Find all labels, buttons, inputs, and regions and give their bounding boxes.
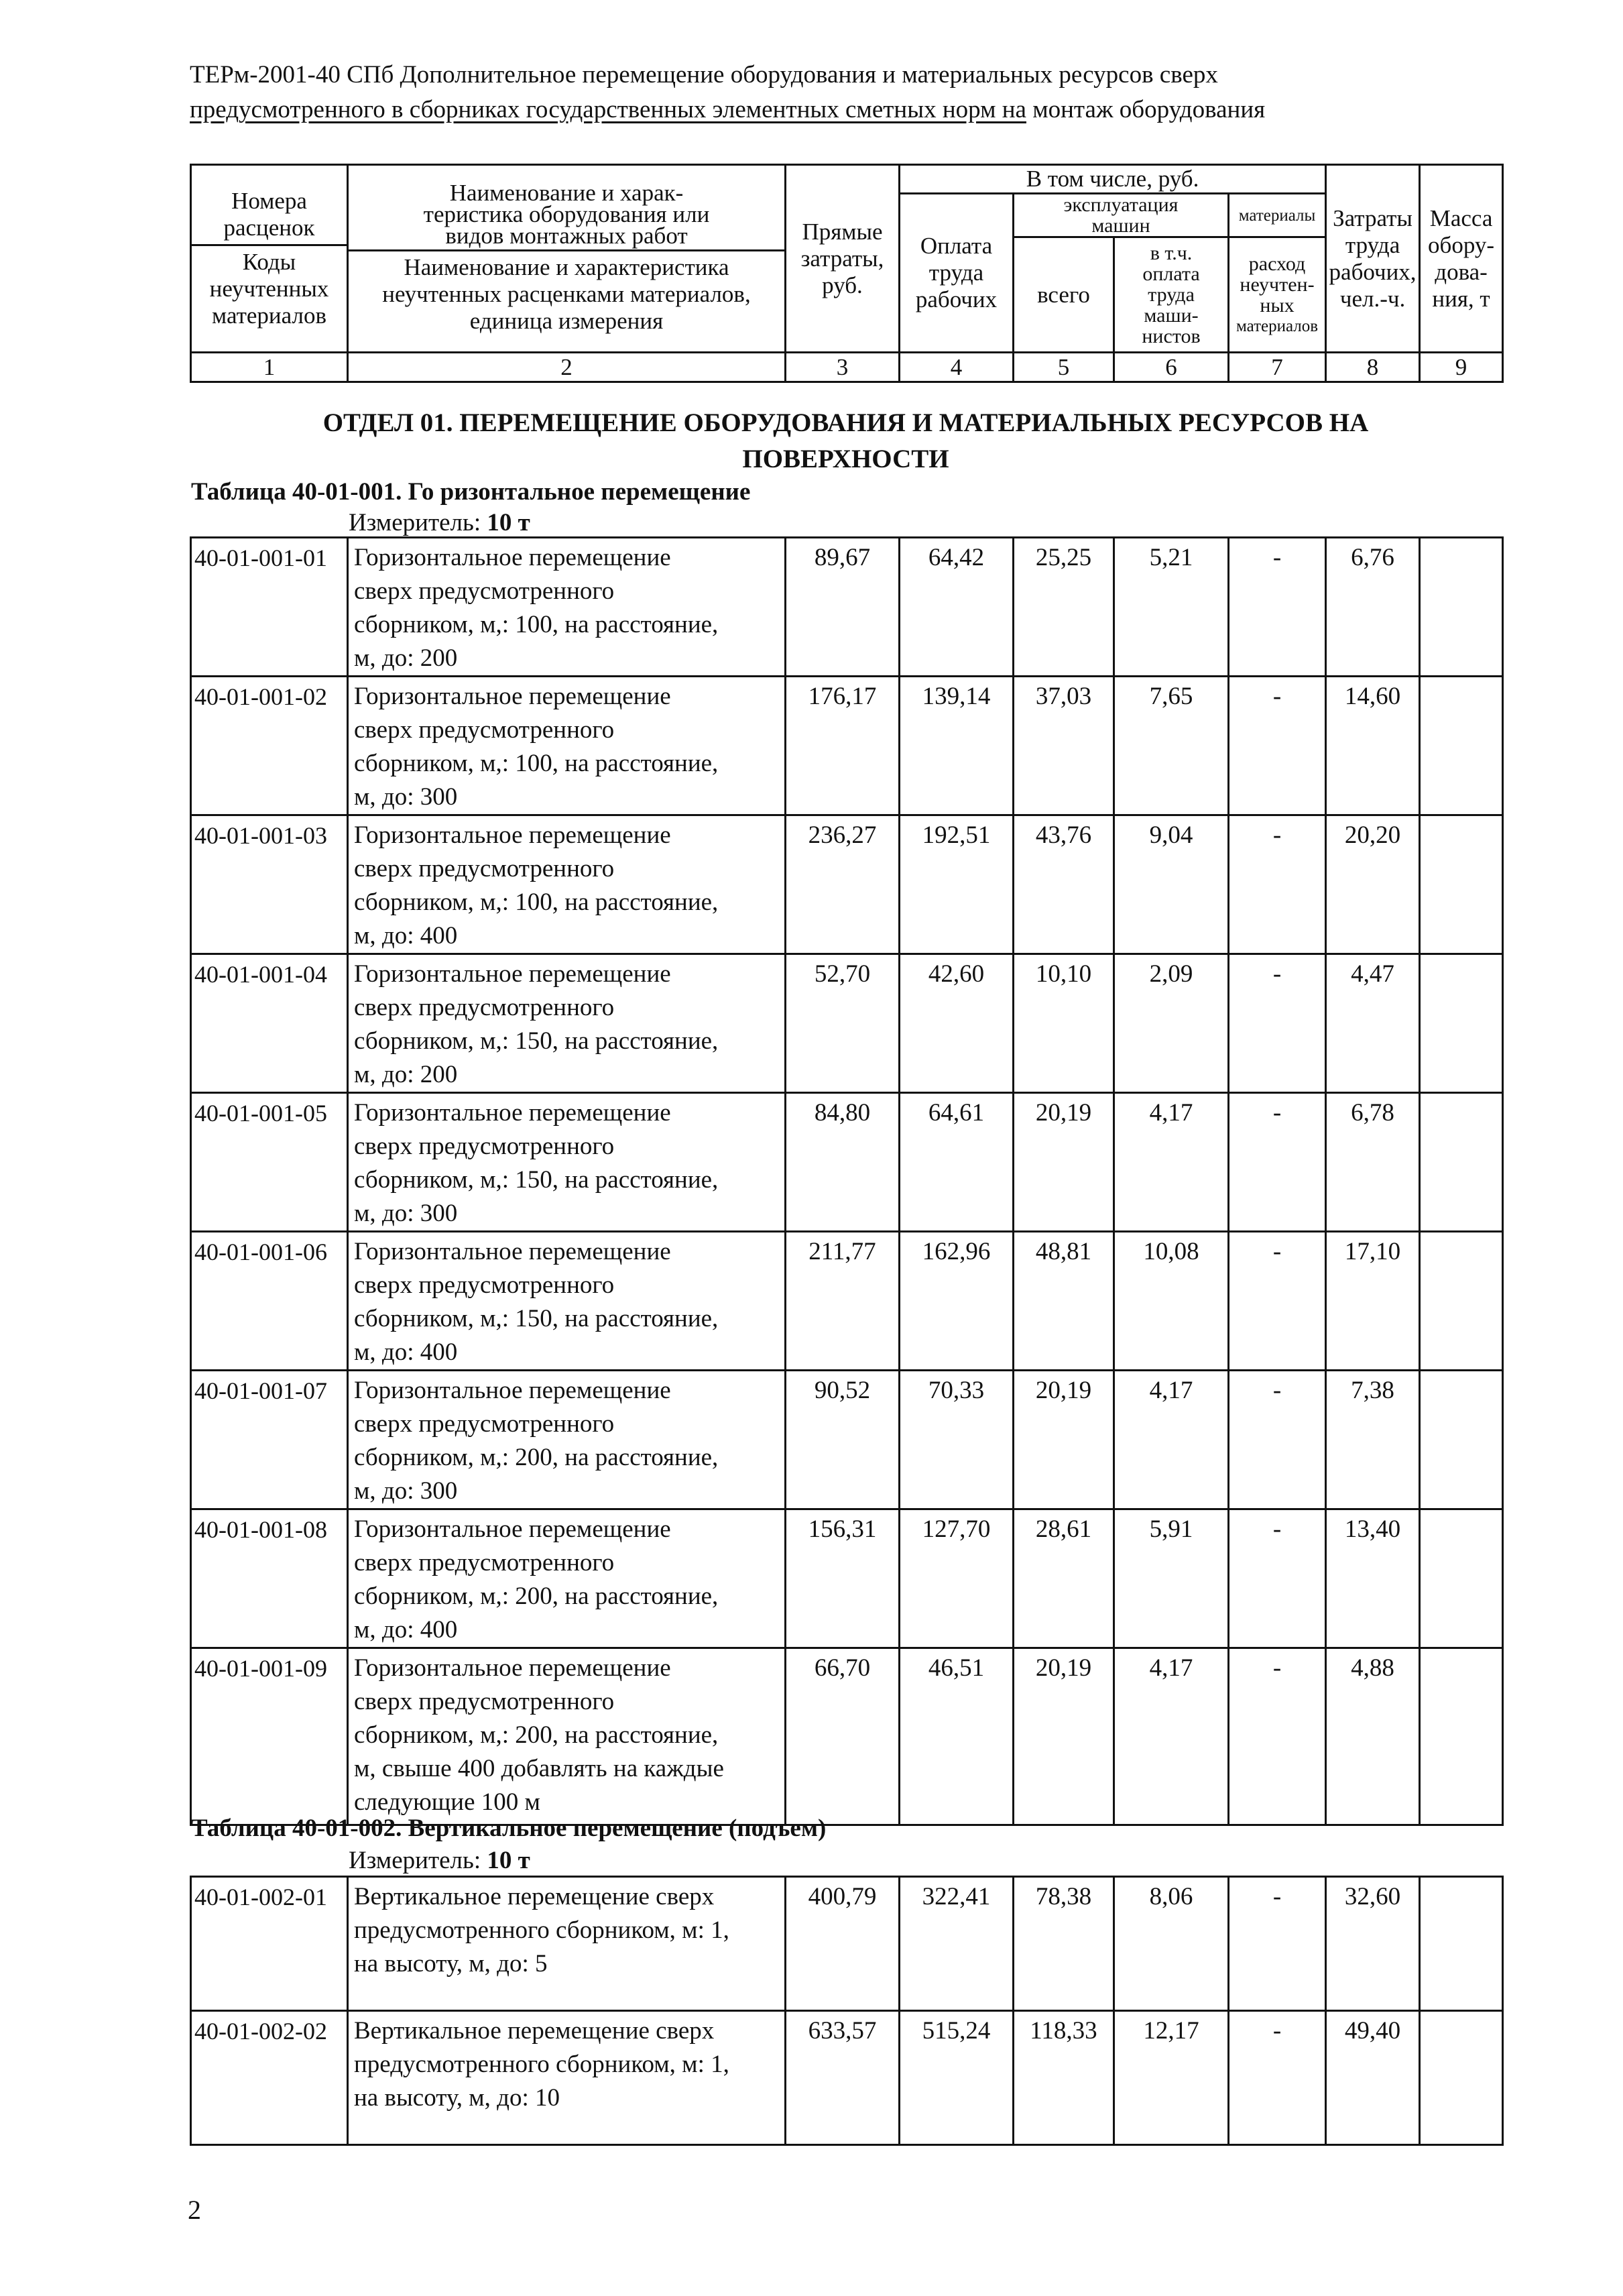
description-line: сборником, м,: 200, на расстояние,	[354, 1583, 719, 1610]
running-header-line2-rest: монтаж оборудования	[1026, 96, 1266, 123]
rate-code: 40-01-001-07	[191, 1371, 348, 1509]
equipment-mass	[1420, 1371, 1503, 1509]
description-line: м, до: 300	[354, 1477, 458, 1505]
rate-code: 40-01-002-02	[191, 2011, 348, 2145]
machines-total: 37,03	[1014, 677, 1114, 815]
direct-costs: 52,70	[786, 954, 900, 1093]
column-number-row	[191, 353, 1503, 382]
machinist-wages: 9,04	[1114, 815, 1229, 954]
equipment-mass	[1420, 815, 1503, 954]
worker-wages: 322,41	[900, 1877, 1014, 2011]
description-line: м, до: 300	[354, 1200, 458, 1227]
column-number: 1	[191, 353, 348, 382]
rate-code: 40-01-001-01	[191, 538, 348, 677]
description-line: м, до: 400	[354, 1338, 458, 1366]
machines-total: 118,33	[1014, 2011, 1114, 2145]
labor-hours: 6,76	[1326, 538, 1420, 677]
unaccounted-materials: -	[1229, 954, 1326, 1093]
description-line: сверх предусмотренного	[354, 716, 615, 744]
table-row	[191, 1877, 1503, 2011]
machines-total: 43,76	[1014, 815, 1114, 954]
column-number: 7	[1229, 353, 1326, 382]
rate-code: 40-01-001-09	[191, 1648, 348, 1825]
section-title: ОТДЕЛ 01. ПЕРЕМЕЩЕНИЕ ОБОРУДОВАНИЯ И МАТЕРИАЛЬНЫХ РЕСУРСОВ НА ПОВЕРХНОСТИ	[322, 408, 1369, 473]
description-line: сверх предусмотренного	[354, 1133, 615, 1160]
rate-code: 40-01-001-05	[191, 1093, 348, 1232]
machinist-wages: 10,08	[1114, 1232, 1229, 1371]
description-line: м, до: 200	[354, 1061, 458, 1088]
machines-total: 48,81	[1014, 1232, 1114, 1371]
machines-total: 20,19	[1014, 1093, 1114, 1232]
rate-code: 40-01-001-06	[191, 1232, 348, 1371]
work-description	[348, 538, 786, 677]
description-line: Вертикальное перемещение сверх	[354, 2017, 715, 2045]
machinist-wages: 7,65	[1114, 677, 1229, 815]
machinist-wages: 2,09	[1114, 954, 1229, 1093]
header-name-cell: Наименование и харак- теристика оборудования или видов монтажных работ Наименование и характеристика неучтенных расценками материалов, единица измерения	[348, 165, 786, 353]
description-line: сверх предусмотренного	[354, 855, 615, 882]
header-in-total: В том числе, руб.	[900, 165, 1326, 194]
direct-costs: 89,67	[786, 538, 900, 677]
unaccounted-materials: -	[1229, 1232, 1326, 1371]
work-description	[348, 2011, 786, 2145]
table1-unit: Измеритель: 10 т	[349, 509, 530, 536]
worker-wages: 127,70	[900, 1509, 1014, 1648]
direct-costs: 633,57	[786, 2011, 900, 2145]
direct-costs: 84,80	[786, 1093, 900, 1232]
description-line: сверх предусмотренного	[354, 1271, 615, 1299]
description-line: на высоту, м, до: 10	[354, 2084, 560, 2112]
description-line: на высоту, м, до: 5	[354, 1950, 548, 1977]
description-line: сборником, м,: 150, на расстояние,	[354, 1305, 719, 1332]
column-number: 9	[1420, 353, 1503, 382]
header-equipment-mass: Масса обору- дова- ния, т	[1420, 165, 1503, 353]
description-line: м, до: 400	[354, 922, 458, 950]
description-line: Горизонтальное перемещение	[354, 1515, 671, 1543]
equipment-mass	[1420, 677, 1503, 815]
table-row	[191, 1093, 1503, 1232]
description-line: м, свыше 400 добавлять на каждые	[354, 1755, 724, 1782]
column-number: 2	[348, 353, 786, 382]
labor-hours: 32,60	[1326, 1877, 1420, 2011]
table-row	[191, 538, 1503, 677]
unaccounted-materials: -	[1229, 815, 1326, 954]
unaccounted-materials: -	[1229, 538, 1326, 677]
rate-code: 40-01-001-03	[191, 815, 348, 954]
equipment-mass	[1420, 1509, 1503, 1648]
description-line: сверх предусмотренного	[354, 994, 615, 1021]
worker-wages: 192,51	[900, 815, 1014, 954]
header-materials: материалы	[1229, 194, 1326, 237]
description-line: Горизонтальное перемещение	[354, 821, 671, 849]
direct-costs: 156,31	[786, 1509, 900, 1648]
direct-costs: 211,77	[786, 1232, 900, 1371]
description-line: Горизонтальное перемещение	[354, 683, 671, 710]
description-line: предусмотренного сборником, м: 1,	[354, 1916, 729, 1944]
worker-wages: 64,61	[900, 1093, 1014, 1232]
description-line: сборником, м,: 200, на расстояние,	[354, 1721, 719, 1749]
table1-title: Таблица 40-01-001. Го ризонтальное перемещение	[191, 478, 751, 506]
running-header	[190, 58, 1417, 127]
table2-title: Таблица 40-01-002. Вертикальное перемещение (подъем)	[191, 1815, 827, 1842]
work-description	[348, 1509, 786, 1648]
unaccounted-materials: -	[1229, 1648, 1326, 1825]
labor-hours: 49,40	[1326, 2011, 1420, 2145]
description-line: Горизонтальное перемещение	[354, 544, 671, 571]
description-line: Горизонтальное перемещение	[354, 1377, 671, 1404]
labor-hours: 13,40	[1326, 1509, 1420, 1648]
rate-code: 40-01-001-08	[191, 1509, 348, 1648]
unaccounted-materials: -	[1229, 1877, 1326, 2011]
labor-hours: 6,78	[1326, 1093, 1420, 1232]
worker-wages: 515,24	[900, 2011, 1014, 2145]
running-header-line2	[190, 93, 1417, 127]
column-number: 5	[1014, 353, 1114, 382]
description-line: Вертикальное перемещение сверх	[354, 1883, 715, 1910]
description-line: сборником, м,: 100, на расстояние,	[354, 750, 719, 777]
description-line: м, до: 300	[354, 783, 458, 811]
worker-wages: 64,42	[900, 538, 1014, 677]
direct-costs: 400,79	[786, 1877, 900, 2011]
description-line: м, до: 200	[354, 644, 458, 672]
machinist-wages: 8,06	[1114, 1877, 1229, 2011]
worker-wages: 162,96	[900, 1232, 1014, 1371]
header-direct-costs: Прямые затраты, руб.	[786, 165, 900, 353]
header-machine-operation: эксплуатация машин	[1014, 194, 1229, 237]
machines-total: 28,61	[1014, 1509, 1114, 1648]
unaccounted-materials: -	[1229, 1093, 1326, 1232]
unaccounted-materials: -	[1229, 1509, 1326, 1648]
description-line: Горизонтальное перемещение	[354, 1238, 671, 1265]
machinist-wages: 5,21	[1114, 538, 1229, 677]
header-worker-wages: Оплата труда рабочих	[900, 194, 1014, 353]
equipment-mass	[1420, 2011, 1503, 2145]
direct-costs: 90,52	[786, 1371, 900, 1509]
description-line: сверх предусмотренного	[354, 577, 615, 605]
description-line: следующие 100 м	[354, 1788, 540, 1816]
machinist-wages: 12,17	[1114, 2011, 1229, 2145]
worker-wages: 46,51	[900, 1648, 1014, 1825]
description-line: сборником, м,: 150, на расстояние,	[354, 1166, 719, 1194]
description-line: сверх предусмотренного	[354, 1688, 615, 1715]
equipment-mass	[1420, 1232, 1503, 1371]
running-header-line2-underlined: предусмотренного в сборниках государственных элементных сметных норм на	[190, 96, 1026, 123]
description-line: Горизонтальное перемещение	[354, 960, 671, 988]
description-line: Горизонтальное перемещение	[354, 1099, 671, 1127]
machines-total: 10,10	[1014, 954, 1114, 1093]
direct-costs: 176,17	[786, 677, 900, 815]
labor-hours: 14,60	[1326, 677, 1420, 815]
worker-wages: 139,14	[900, 677, 1014, 815]
description-line: сверх предусмотренного	[354, 1549, 615, 1576]
header-labor-costs: Затраты труда рабочих, чел.-ч.	[1326, 165, 1420, 353]
unaccounted-materials: -	[1229, 677, 1326, 815]
description-line: Горизонтальное перемещение	[354, 1654, 671, 1682]
header-machines-total: всего	[1014, 237, 1114, 353]
header-machinist-wages: в т.ч. оплата труда маши- нистов	[1114, 237, 1229, 353]
description-line: сборником, м,: 150, на расстояние,	[354, 1027, 719, 1055]
description-line: сборником, м,: 100, на расстояние,	[354, 611, 719, 638]
table2	[190, 1876, 1504, 2146]
equipment-mass	[1420, 1877, 1503, 2011]
machines-total: 20,19	[1014, 1371, 1114, 1509]
work-description	[348, 1232, 786, 1371]
labor-hours: 17,10	[1326, 1232, 1420, 1371]
column-number: 3	[786, 353, 900, 382]
machinist-wages: 4,17	[1114, 1093, 1229, 1232]
work-description	[348, 815, 786, 954]
direct-costs: 236,27	[786, 815, 900, 954]
header-unaccounted-materials: расход неучтен- ных материалов	[1229, 237, 1326, 353]
table-row	[191, 1232, 1503, 1371]
worker-wages: 42,60	[900, 954, 1014, 1093]
column-number: 6	[1114, 353, 1229, 382]
labor-hours: 7,38	[1326, 1371, 1420, 1509]
work-description	[348, 677, 786, 815]
unaccounted-materials: -	[1229, 2011, 1326, 2145]
description-line: сверх предусмотренного	[354, 1410, 615, 1438]
labor-hours: 4,88	[1326, 1648, 1420, 1825]
equipment-mass	[1420, 1648, 1503, 1825]
table-row	[191, 1648, 1503, 1825]
table-row	[191, 815, 1503, 954]
labor-hours: 20,20	[1326, 815, 1420, 954]
equipment-mass	[1420, 954, 1503, 1093]
equipment-mass	[1420, 1093, 1503, 1232]
unaccounted-materials: -	[1229, 1371, 1326, 1509]
description-line: предусмотренного сборником, м: 1,	[354, 2051, 729, 2078]
description-line: сборником, м,: 200, на расстояние,	[354, 1444, 719, 1471]
direct-costs: 66,70	[786, 1648, 900, 1825]
table-row	[191, 2011, 1503, 2145]
work-description	[348, 1371, 786, 1509]
machinist-wages: 5,91	[1114, 1509, 1229, 1648]
worker-wages: 70,33	[900, 1371, 1014, 1509]
rate-code: 40-01-002-01	[191, 1877, 348, 2011]
table-row	[191, 954, 1503, 1093]
header-codes-cell: Номера расценок Коды неучтенных материалов	[191, 165, 348, 353]
machines-total: 25,25	[1014, 538, 1114, 677]
column-header-table	[190, 164, 1504, 383]
work-description	[348, 954, 786, 1093]
machinist-wages: 4,17	[1114, 1371, 1229, 1509]
column-number: 4	[900, 353, 1014, 382]
running-header-line1: ТЕРм-2001-40 СПб Дополнительное перемещение оборудования и материальных ресурсов сверх	[190, 61, 1218, 89]
work-description	[348, 1093, 786, 1232]
table-row	[191, 1509, 1503, 1648]
equipment-mass	[1420, 538, 1503, 677]
description-line: м, до: 400	[354, 1616, 458, 1644]
work-description	[348, 1648, 786, 1825]
work-description	[348, 1877, 786, 2011]
machines-total: 20,19	[1014, 1648, 1114, 1825]
page-number: 2	[188, 2195, 201, 2225]
table-row	[191, 677, 1503, 815]
rate-code: 40-01-001-02	[191, 677, 348, 815]
machines-total: 78,38	[1014, 1877, 1114, 2011]
column-number: 8	[1326, 353, 1420, 382]
machinist-wages: 4,17	[1114, 1648, 1229, 1825]
table2-unit: Измеритель: 10 т	[349, 1847, 530, 1874]
rate-code: 40-01-001-04	[191, 954, 348, 1093]
table1	[190, 536, 1504, 1826]
labor-hours: 4,47	[1326, 954, 1420, 1093]
description-line: сборником, м,: 100, на расстояние,	[354, 888, 719, 916]
table-row	[191, 1371, 1503, 1509]
